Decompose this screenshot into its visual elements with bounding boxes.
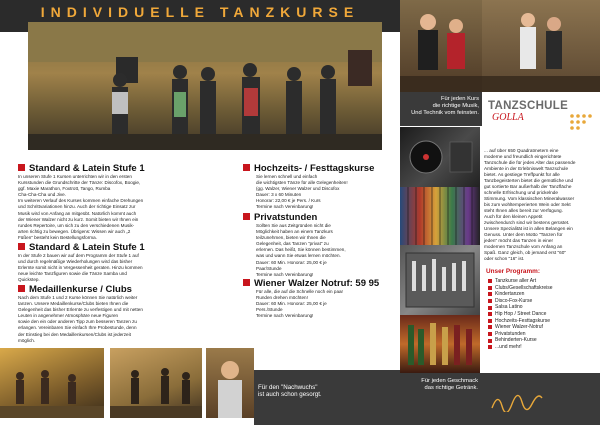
program-list	[488, 278, 553, 351]
kids-dance-illustration-2	[110, 348, 202, 418]
cd-collection-illustration	[400, 187, 480, 245]
dj-turntable-illustration	[400, 127, 480, 187]
kids-dance-illustration-1	[0, 348, 104, 418]
section-heading-wiener-walzer-notruf: Wiener Walzer Notruf: 59 95	[243, 278, 379, 289]
section-body-hochzeitskurse: Sie lernen schnell und einfach die wichtigsten Tänze für alle Gelegenheiten! (gg. Walzer, Wiener Walzer und Discofox Dauer: 3 x 60 Minuten Honorar: 22,00 € je Pers. / Kurs Termine nach Vereinbarung!	[256, 174, 348, 210]
caption-drinks: Für jeden Geschmack das richtige Getränk.	[421, 378, 478, 391]
bar-drinks-photo	[400, 315, 480, 373]
program-title: Unser Programm:	[486, 268, 540, 275]
section-body-wiener-walzer-notruf: Für alle, die auf die Schnelle noch ein paar Runden drehen möchten! Dauer: 60 Min. Honorar: 25,00 € je Pers./Stunde Termine nach Vereinbarung!	[256, 289, 344, 319]
caption-music: Für jeden Kurs die richtige Musik, Und Technik vom feinsten.	[411, 96, 479, 116]
logo-dots-icon	[568, 112, 598, 132]
section-body-standard-latein-1: In unseren Stufe 1 Kursen unterrichten wir in den ersten Kursstunden die Grundschritte der Tänze: Discofox, Boogie, ggf. Maxie Marathon, Foxtrott, Tango, Rumba Cha-Cha-Cha und Jive. Im weiteren Verlauf des Kurses kommen einfache Drehungen und Schrittvariationen hinzu. Auch der richtige Einsatz zur Musik wird von Anfang an mitgeübt. Natürlich kommt auch der Wiener Walzer nicht zu kurz. Somit bieten wir Ihnen ein rundes Repertoire, um sich zu den verschiedenen Musik- arten richtig zu bewegen. Übrigens: Wissen wir auch „2 Füßen“ besteht kein Bestellungsforma.	[18, 174, 144, 240]
mixer-photo	[400, 245, 480, 315]
section-heading-hochzeitskurse: Hochzeits- / Festtagskurse	[243, 163, 374, 174]
kids-dance-photo-2	[110, 348, 202, 418]
list-item: Hip Hop / Street Dance	[488, 311, 553, 318]
section-body-privatstunden: Sollten Sie aus Zeitgründen nicht die Möglichkeit haben an einem Tanzkurs teilzunehmen, bieten wir Ihnen die Gelegenheit, das Tanzen "privat" zu erlernen. Das heißt, Sie können bestimmen, was und wann Sie etwas lernen möchten. Dauer: 60 Min. Honorar: 25,00 € je Paar/Stunde Termine nach Vereinbarung!	[256, 223, 346, 277]
dance-lesson-photo	[482, 0, 600, 92]
list-item: Tanzkurse aller Art	[488, 278, 553, 285]
list-item: Behinderten-Kurse	[488, 337, 553, 344]
bar-drinks-illustration	[400, 315, 480, 373]
section-heading-standard-latein-2: Standard & Latein Stufe 1	[18, 242, 145, 253]
list-item: Disco-Fox-Kurse	[488, 298, 553, 305]
list-item: Salsa Latino	[488, 304, 553, 311]
section-heading-privatstunden: Privatstunden	[243, 212, 317, 223]
logo-text-golla: GOLLA	[492, 112, 524, 123]
dance-couple-photo	[400, 0, 482, 92]
flourish-icon	[490, 390, 550, 412]
section-body-standard-latein-2: In der Stufe 2 bauen wir auf dem Programm der Stufe 1 auf und durch regelmäßige Wiederholungen wird das bisher Erlernte somit nicht in Vergessenheit geraten. Hinzu kommen neue leichte Tanzfiguren sowie die Tänze Samba und Quickstep.	[18, 253, 143, 283]
dance-lesson-illustration	[482, 0, 600, 92]
list-item: Hochzeits-Festtagskurse	[488, 318, 553, 325]
list-item: Privatstunden	[488, 331, 553, 338]
kids-dance-photo-1	[0, 348, 104, 418]
dj-turntable-photo	[400, 127, 480, 187]
list-item: Clubs/Gesellschaftskreise	[488, 285, 553, 292]
dance-class-photo	[28, 22, 382, 150]
cd-collection-photo	[400, 187, 480, 245]
dance-couple-illustration	[400, 0, 482, 92]
page-title: INDIVIDUELLE TANZKURSE	[40, 4, 360, 20]
section-heading-standard-latein-1: Standard & Latein Stufe 1	[18, 163, 145, 174]
section-body-medaillenkurse: Nach dem Stufe 1 und 2 Kurse können Sie natürlich weiter tanzen. Unsere Medaillenkurse/Clubs bieten Ihnen die Gelegenheit das bisher Erlernte zu verfestigen und mit netten Leuten in angenehmer Atmosphäre neue Figuren sowie den ein oder anderen Tipp zum besseren Tanzen zu erlangen. Vereinbaren Sie einfach Ihre Probestunde, denn der Einstieg bei den Medaillenkursen/Clubs ist jederzeit möglich.	[18, 295, 143, 343]
list-item: Wiener Walzer-Notruf	[488, 324, 553, 331]
kid-portrait-photo	[206, 348, 254, 418]
mixer-illustration	[400, 245, 480, 315]
kid-portrait-illustration	[206, 348, 254, 418]
dance-class-illustration	[28, 22, 382, 150]
section-heading-medaillenkurse: Medaillenkurse / Clubs	[18, 284, 132, 295]
list-item: ...und mehr!	[488, 344, 553, 351]
list-item: Kindertanzen	[488, 291, 553, 298]
caption-nachwuchs: Für den "Nachwuchs" ist auch schon gesorgt.	[258, 384, 322, 399]
tanzschule-golla-logo	[488, 100, 600, 130]
logo-text-tanzschule: TANZSCHULE	[488, 100, 569, 112]
right-intro-text: ... auf über 650 Quadratmetern eine moderne und freundlich eingerichtete Tanzschule die für jedes Alter das passende Ambiente in der Erlebniswelt Tanzschule bietet. As gestiege Treffpunkt für alle Tanzbegeisterten bietet die gemütliche und gut sortierte Bar außerhalb der Tanzfläche schnelle Erfrischung und prickelnde Stimmung. Vom klassischen Mineralwasser bis zum wohltemperierten Wein oder Sekt steht Ihnen alles bereit zur Verfügung. Auch für den kleinen Appetit zwischendurch sind wir bestens gerüstet. Unsere Spezialität ist in allen Belangen ein Genuss. Unter dem Motto "Tanzen für jeden" möcht das Tanzen in einer modernen Tanzschule vom Anfang an Spaß. Ganz gleich, ob jemand erst "60" oder schon "16" ist.	[484, 148, 576, 261]
